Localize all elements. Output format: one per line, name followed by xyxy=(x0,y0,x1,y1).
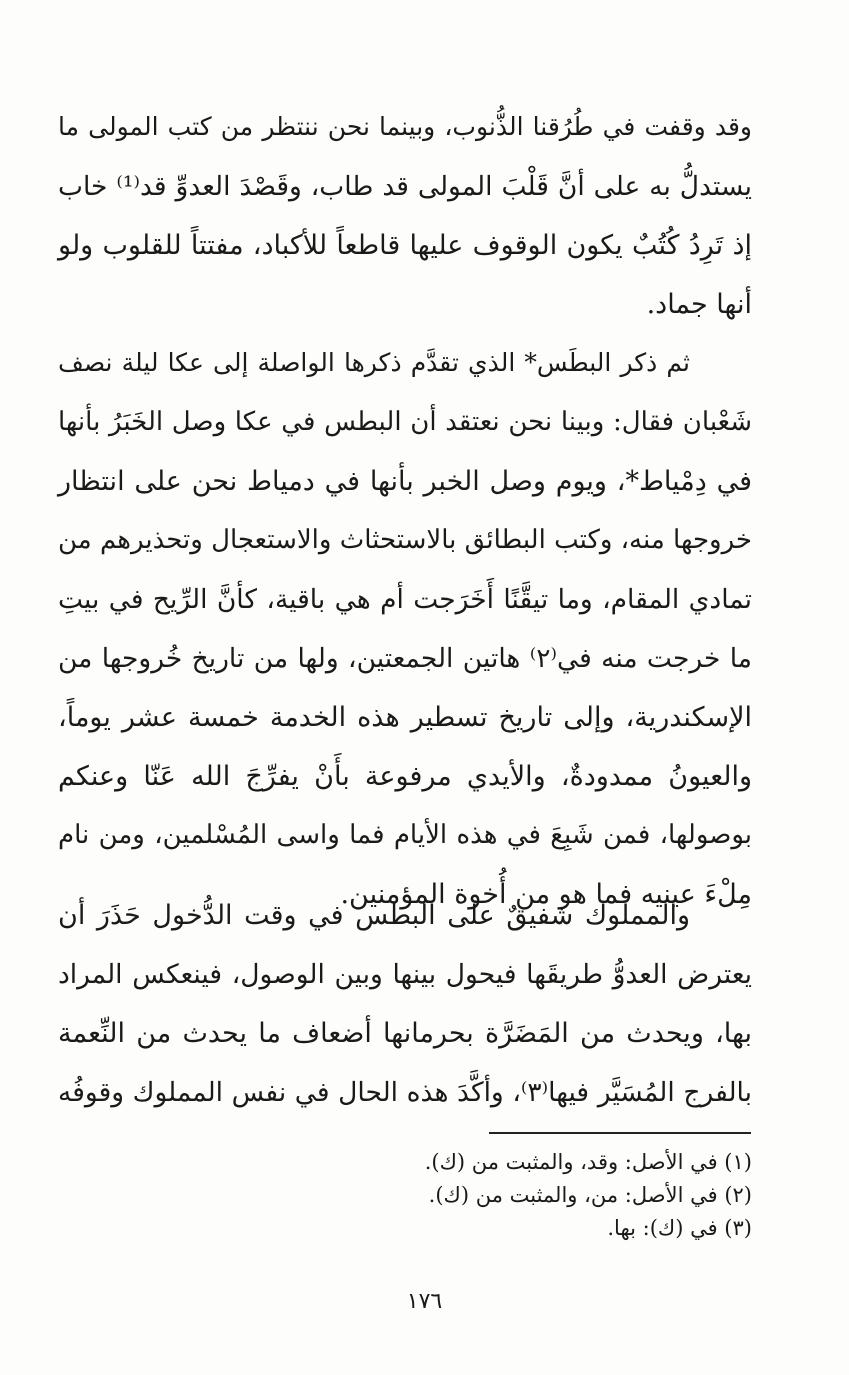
text-line: تمادي المقام، وما تيقَّنًا أَخَرَجت أم هي باقية، كأنَّ الرِّيح في بيتِ xyxy=(58,584,752,615)
paragraph-1 xyxy=(58,112,752,348)
text-line: إذ تَرِدُ كُتُبٌ يكون الوقوف عليها قاطعاً للأكباد، مفتتاً للقلوب ولو xyxy=(58,230,752,261)
page-number: ١٧٦ xyxy=(406,1289,443,1314)
text-line: في دِمْياط*، ويوم وصل الخبر بأنها في دمياط نحن على انتظار xyxy=(58,466,752,497)
text-line: والمملوك شفيقٌ على البطس في وقت الدُّخول حَذَرَ أن xyxy=(58,900,690,931)
text-line: بالفرج المُسَيَّر فيها⁽٣⁾، وأكَّدَ هذه الحال في نفس المملوك وقوفُه xyxy=(58,1077,752,1108)
footnotes xyxy=(332,1146,752,1245)
paragraph-2 xyxy=(58,348,752,938)
footnote-1: (١) في الأصل: وقد، والمثبت من (ك). xyxy=(424,1150,752,1174)
text-line: الإسكندرية، وإلى تاريخ تسطير هذه الخدمة خمسة عشر يوماً، xyxy=(58,702,752,733)
text-line: ثم ذكر البطَس* الذي تقدَّم ذكرها الواصلة إلى عكا ليلة نصف xyxy=(58,348,690,377)
text-line: شَعْبان فقال: وبينا نحن نعتقد أن البطس في عكا وصل الخَبَرُ بأنها xyxy=(58,407,752,437)
text-line: مِلْءَ عينيه فما هو من أُخوة المؤمنين. xyxy=(340,879,752,910)
text-line: وقد وقفت في طُرُقنا الذُّنوب، وبينما نحن ننتظر من كتب المولى ما xyxy=(58,112,752,141)
footnote-3: (٣) في (ك): بها. xyxy=(607,1216,752,1240)
text-line: يعترض العدوُّ طريقَها فيحول بينها وبين الوصول، فينعكس المراد xyxy=(58,959,752,990)
footnote-2: (٢) في الأصل: من، والمثبت من (ك). xyxy=(428,1183,752,1207)
footnote-separator xyxy=(489,1132,751,1134)
text-line: والعيونُ ممدودةٌ، والأيدي مرفوعة بأَنْ يفرِّجَ الله عَنّا وعنكم xyxy=(58,761,752,792)
text-line: بوصولها، فمن شَبِعَ في هذه الأيام فما واسى المُسْلمين، ومن نام xyxy=(58,820,752,850)
text-line: خروجها منه، وكتب البطائق بالاستحثاث والاستعجال وتحذيرهم من xyxy=(58,525,752,555)
text-line: بها، ويحدث من المَضَرَّة بحرمانها أضعاف ما يحدث من النِّعمة xyxy=(58,1018,752,1049)
paragraph-3 xyxy=(58,900,752,1136)
text-line: ما خرجت منه في⁽٢⁾ هاتين الجمعتين، ولها من تاريخ خُروجها من xyxy=(58,643,752,674)
text-line: أنها جماد. xyxy=(646,289,752,320)
text-line: يستدلُّ به على أنَّ قَلْبَ المولى قد طاب، وقَصْدَ العدوِّ قد⁽¹⁾ خاب xyxy=(58,171,752,202)
